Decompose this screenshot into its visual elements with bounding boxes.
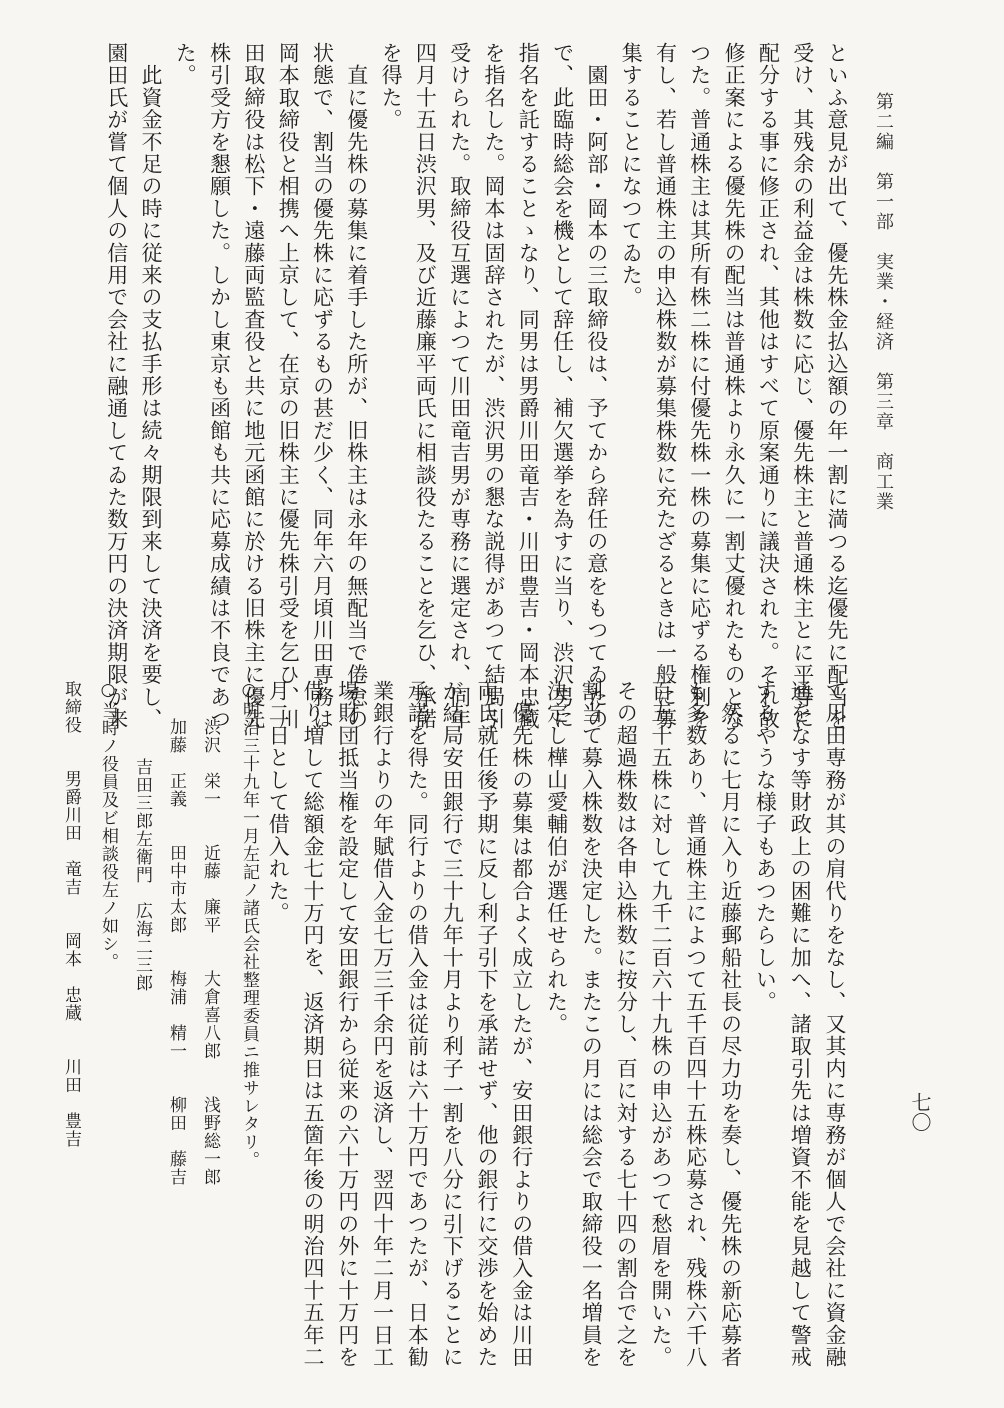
body-text-column: が結局安田銀行で三十九年十月より利子一割を八分に引下げることに (440, 680, 465, 1369)
body-text-column: 決定し樺山愛輔伯が選任せられた。 (544, 680, 569, 1036)
body-text-column: つた。普通株主は其所有株二株に付優先株一株の募集に応ずる権利を (687, 42, 712, 731)
body-text-column: するやうな様子もあつたらしい。 (753, 680, 778, 1013)
table-heading: ○当時ノ役員及ビ相談役左ノ如シ。 (98, 680, 118, 971)
body-text-column: 受け、其残余の利益金は株数に応じ、優先株主と普通株主とに平等に (790, 42, 815, 731)
body-text-column: その超過株数は各申込株数に按分し、百に対する七十四の割合で之を (614, 680, 639, 1369)
body-text-column: 集することになつてゐた。 (619, 42, 644, 309)
body-text-column: て川田専務が其の肩代りをなし、又其内に専務が個人で会社に資金融 (823, 680, 847, 1369)
body-text-column: 田取締役は松下・遠藤両監査役と共に地元函館に於ける旧株主に優先 (241, 42, 266, 731)
body-text-column: 業銀行よりの年賦借入金七万三千余円を返済し、翌四十年二月一日工 (370, 680, 395, 1369)
table-row: 加藤 正義 田中市太郎 梅浦 精一 柳田 藤吉 (166, 700, 186, 1186)
body-text-column: 通をなす等財政上の困難に加へ、諸取引先は増資不能を見越して警戒 (788, 680, 813, 1369)
page-number: 七〇 (908, 1092, 932, 1132)
body-text-column: 両氏就任後予期に反し利子引下を承諾せず、他の銀行に交渉を始めた (475, 680, 499, 1369)
body-text-column: も多数あり、普通株主によつて五千百四十五株応募され、残株六千八 (683, 680, 708, 1369)
body-text-column: 指名を託することゝなり、同男は男爵川田竜吉・川田豊吉・岡本忠蔵 (516, 42, 541, 731)
body-text-column: 場財団抵当権を設定して安田銀行から従来の六十万円の外に十万円を (335, 680, 360, 1369)
body-text-column: 直に優先株の募集に着手した所が、旧株主は永年の無配当で倦怠の (344, 42, 369, 731)
body-text-column: を指名した。岡本は固辞されたが、渋沢男の懇な説得があつて結局引 (482, 42, 506, 731)
body-text-column: 此資金不足の時に従来の支払手形は続々期限到来して決済を要し、 (139, 42, 163, 731)
body-text-column: 園田氏が嘗て個人の信用で会社に融通してゐた数万円の決済期限が来 (104, 42, 129, 731)
body-text-column: 百五十五株に対して九千二百六十九株の申込があつて愁眉を開いた。 (649, 680, 673, 1369)
table-heading: ○明治三十九年一月左記ノ諸氏会社整理委員ニ推サレタリ。 (239, 680, 259, 1169)
body-text-column: 状態で、割当の優先株に応ずるもの甚だ少く、同年六月頃川田専務は (310, 42, 335, 731)
body-text-column: 株引受方を懇願した。しかし東京も函館も共に応募成績は不良であつ (207, 42, 232, 731)
table-row: 吉田三郎左衛門 広海二三郎 (132, 740, 152, 992)
table-row: 渋沢 栄一 近藤 廉平 大倉喜八郎 浅野総一郎 (200, 700, 220, 1186)
body-text-column: 四月十五日渋沢男、及び近藤廉平両氏に相談役たることを乞ひ、承諾 (413, 42, 438, 731)
body-text-column: 修正案による優先株の配当は普通株より永久に一割丈優れたものとな (722, 42, 747, 731)
body-text-column: 借り増して総額金七十万円を、返済期日は五箇年後の明治四十五年二 (301, 680, 325, 1369)
body-text-column: 園田・阿部・岡本の三取締役は、予てから辞任の意をもつてゐたの (584, 42, 609, 731)
body-text-column: 岡本取締役と相携へ上京して、在京の旧株主に優先株引受を乞ひ、川 (276, 42, 301, 731)
body-text-column: 然るに七月に入り近藤郵船社長の尽力功を奏し、優先株の新応募者 (718, 680, 743, 1369)
body-text-column: 受けられた。取締役互選によつて川田竜吉男が専務に選定され、同年 (447, 42, 472, 731)
body-text-column: 承諾を得た。同行よりの借入金は従前は六十万円であつたが、日本勧 (405, 680, 430, 1369)
running-title: 第二編 第一部 実業・経済 第三章 商工業 (873, 92, 894, 512)
body-text-column: といふ意見が出て、優先株金払込額の年一割に満つる迄優先に配当を (825, 42, 849, 731)
body-text-column: 優先株の募集は都合よく成立したが、安田銀行よりの借入金は川田 (509, 680, 534, 1369)
body-text-column: を得た。 (379, 42, 404, 131)
body-text-column: 有し、若し普通株主の申込株数が募集株数に充たざるときは一般に募 (653, 42, 678, 731)
body-text-column: で、此臨時総会を機として辞任し、補欠選挙を為すに当り、渋沢男に (550, 42, 575, 731)
table-row: 取締役 男爵川田 竜吉 岡本 忠蔵 川田 豊吉 (61, 680, 81, 1148)
body-text-column: た。 (173, 42, 198, 87)
body-text-column: 割当て募入株数を決定した。またこの月には総会で取締役一名増員を (579, 680, 604, 1369)
body-text-column: 配分する事に修正され、其他はすべて原案通りに議決された。それ故 (756, 42, 781, 731)
body-text-column: 月二日として借入れた。 (266, 680, 291, 925)
